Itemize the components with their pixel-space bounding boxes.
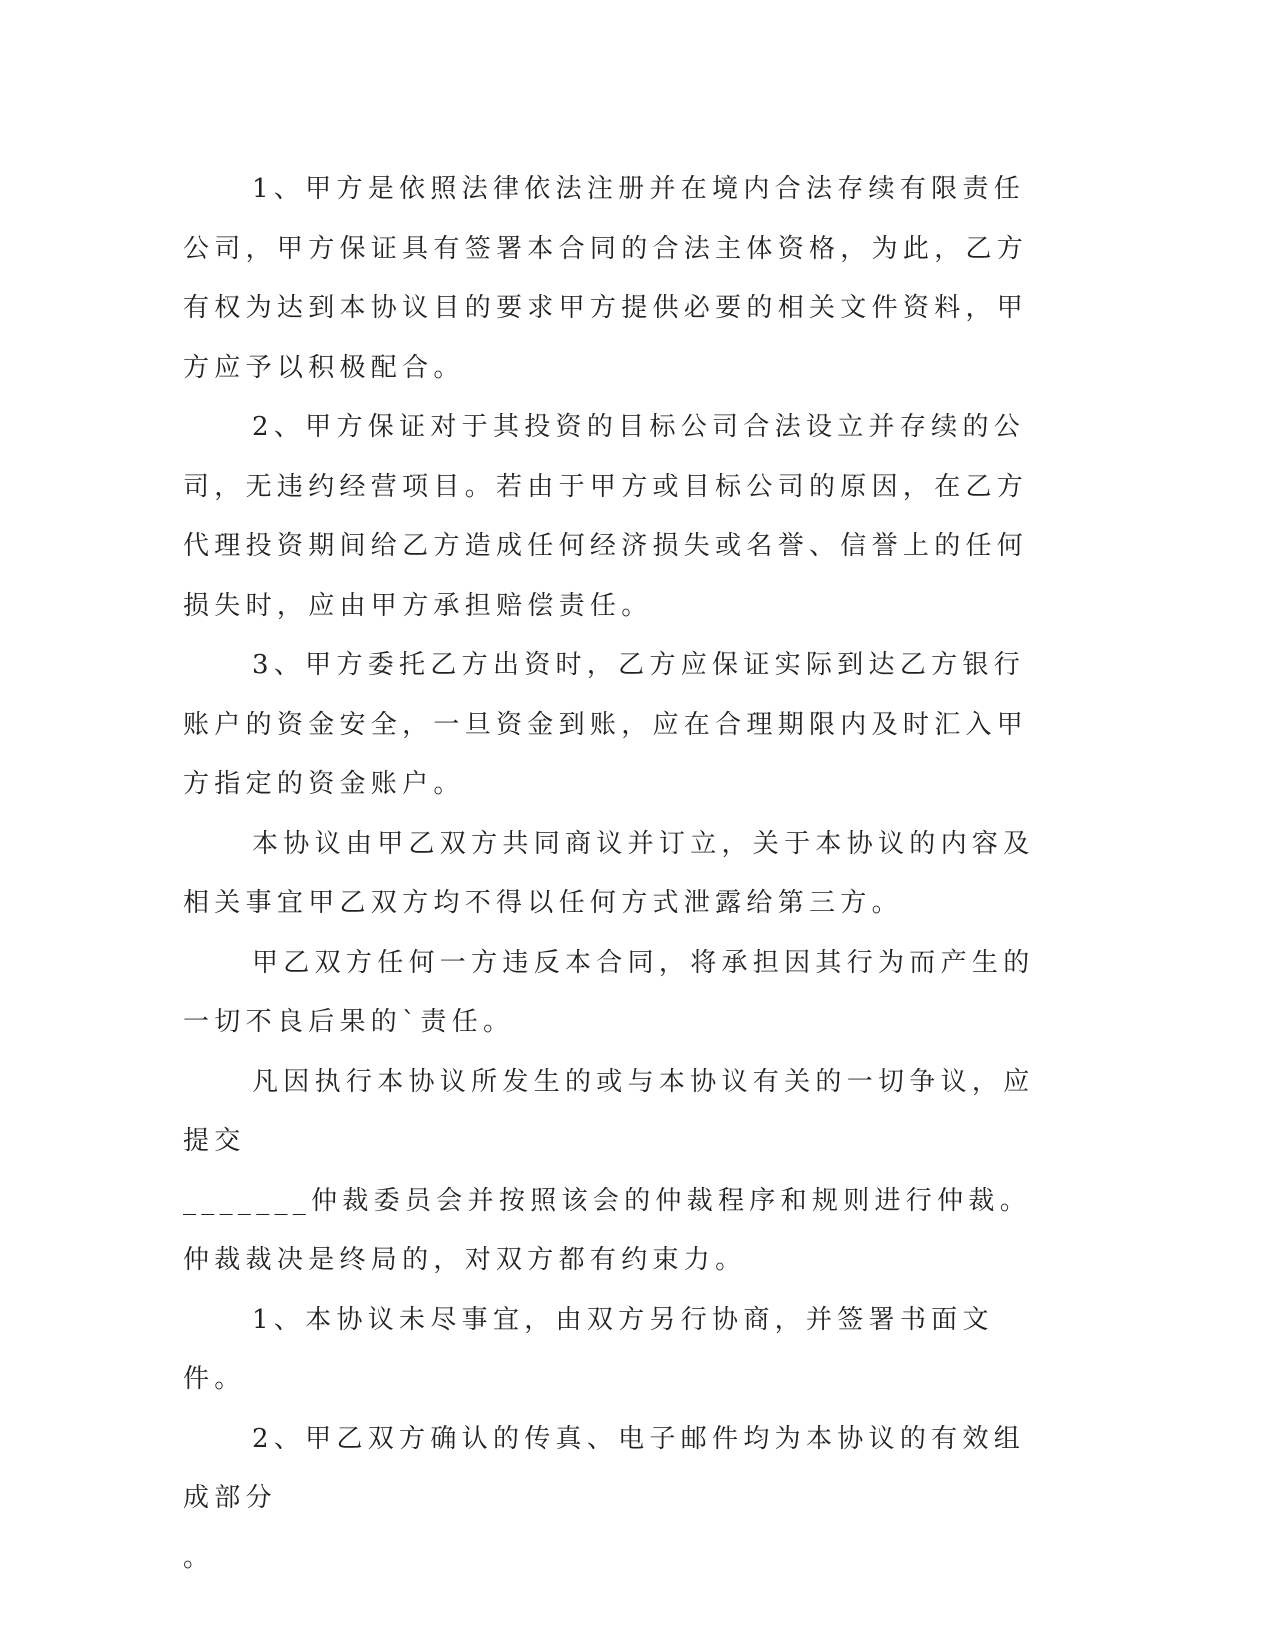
paragraph-clause-1: 1、甲方是依照法律依法注册并在境内合法存续有限责任公司，甲方保证具有签署本合同的合法主体资格，为此，乙方有权为达到本协议目的要求甲方提供必要的相关文件资料，甲方应予以积极配合。 xyxy=(183,174,1029,383)
paragraph-confidentiality: 本协议由甲乙双方共同商议并订立，关于本协议的内容及相关事宜甲乙双方均不得以任何方式泄露给第三方。 xyxy=(183,828,1035,918)
paragraph-clause-3: 3、甲方委托乙方出资时，乙方应保证实际到达乙方银行账户的资金安全，一旦资金到账，应在合理期限内及时汇入甲方指定的资金账户。 xyxy=(183,650,1029,799)
paragraph-other-2: 2、甲乙双方确认的传真、电子邮件均为本协议的有效组成部分 xyxy=(183,1423,1026,1513)
paragraph-clause-2: 2、甲方保证对于其投资的目标公司合法设立并存续的公司，无违约经营项目。若由于甲方或目标公司的原因，在乙方代理投资期间给乙方造成任何经济损失或名誉、信誉上的任何损失时，应由甲方承担赔偿责任。 xyxy=(183,412,1029,621)
paragraph-arbitration: _______仲裁委员会并按照该会的仲裁程序和规则进行仲裁。仲裁裁决是终局的，对双方都有约束力。 xyxy=(183,1185,1032,1275)
document-body xyxy=(183,160,1043,1588)
paragraph-trailing-period: 。 xyxy=(183,1542,215,1573)
paragraph-breach: 甲乙双方任何一方违反本合同，将承担因其行为而产生的一切不良后果的`责任。 xyxy=(183,947,1035,1037)
paragraph-other-1: 1、本协议未尽事宜，由双方另行协商，并签署书面文件。 xyxy=(183,1304,994,1394)
paragraph-dispute: 凡因执行本协议所发生的或与本协议有关的一切争议，应提交 xyxy=(183,1066,1035,1156)
